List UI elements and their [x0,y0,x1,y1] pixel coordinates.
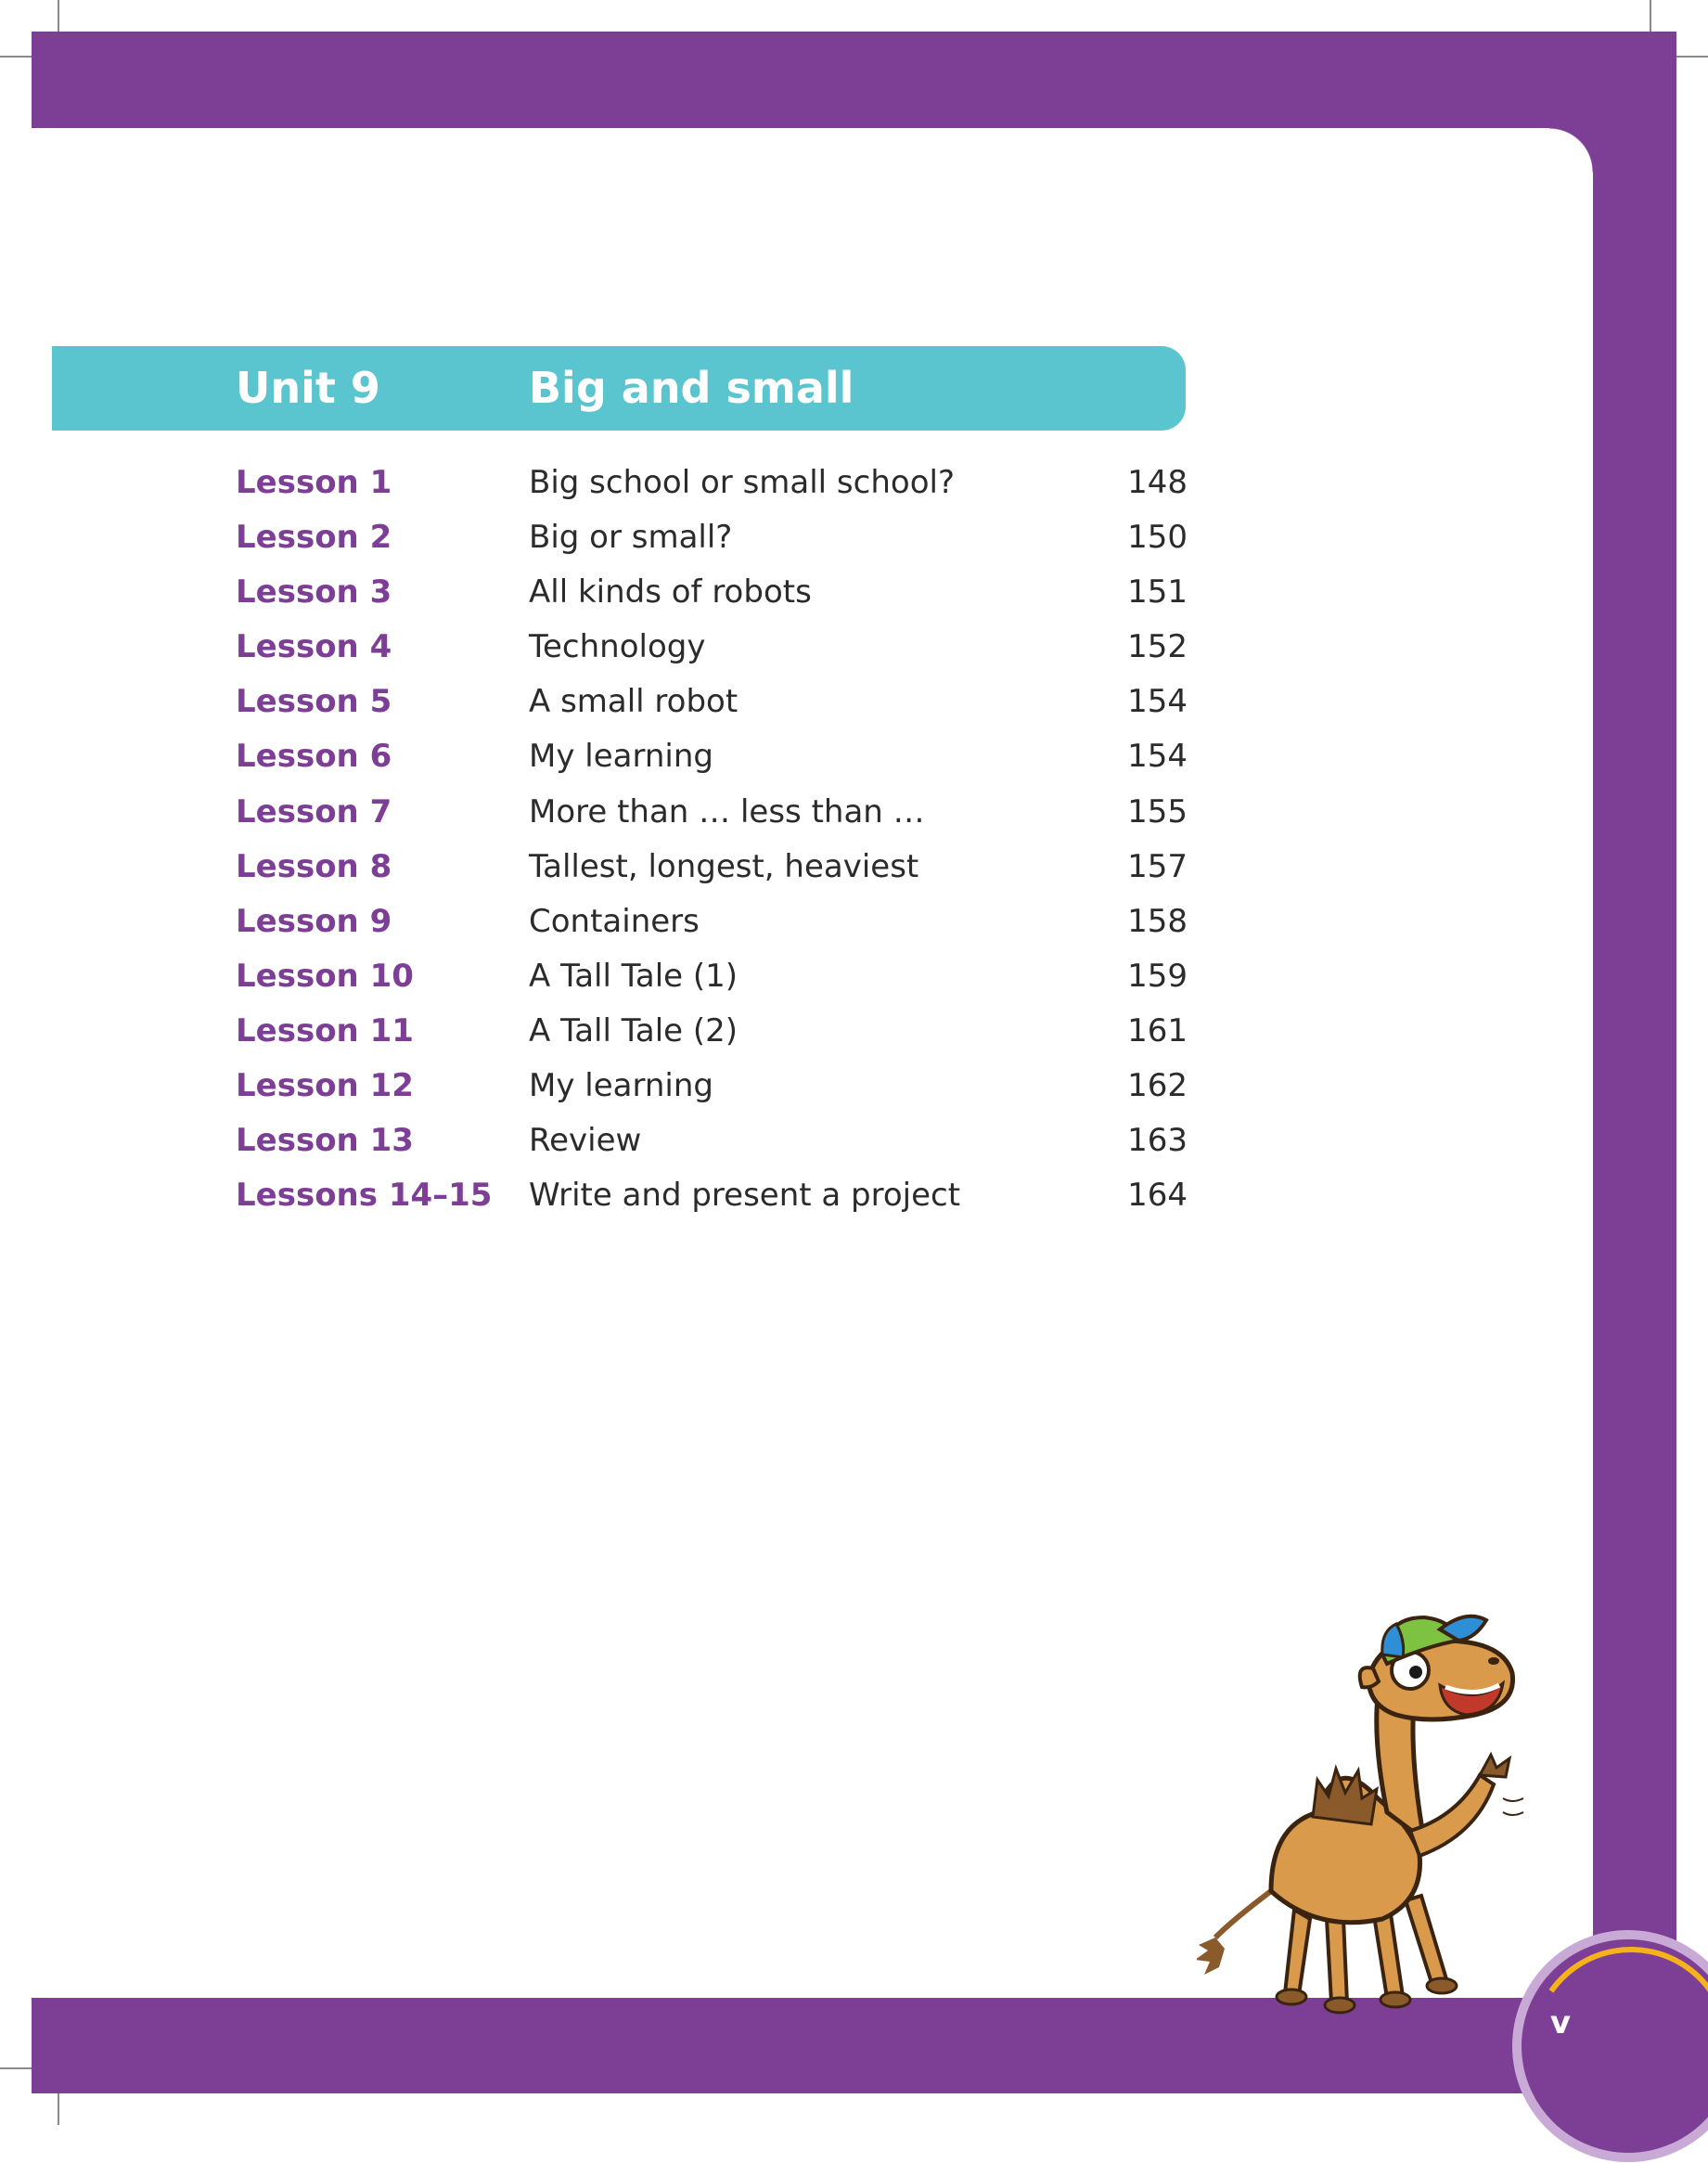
lesson-page: 159 [1127,957,1188,995]
lesson-title: Big or small? [529,519,733,557]
lesson-title: More than … less than … [529,792,925,830]
lesson-number: Lesson 8 [236,847,392,885]
frame-top-bar [32,32,1676,128]
lesson-page: 151 [1127,573,1188,612]
lesson-page: 154 [1127,738,1188,776]
lesson-row [236,511,1188,566]
lesson-number: Lesson 5 [236,683,392,721]
lesson-number: Lesson 13 [236,1122,414,1160]
frame-inner-corner [1549,128,1593,172]
lesson-row [236,1114,1188,1169]
lesson-number: Lesson 7 [236,792,392,830]
lesson-number: Lesson 10 [236,957,414,995]
lesson-title: Big school or small school? [529,464,955,501]
lesson-title: Write and present a project [529,1177,961,1215]
page-number: v [1549,2004,1572,2041]
lesson-row [236,895,1188,950]
lesson-page: 154 [1127,683,1188,721]
lesson-page: 157 [1127,847,1188,885]
lesson-list [236,457,1188,1224]
lesson-title: A small robot [529,683,738,721]
lesson-number: Lesson 12 [236,1067,414,1105]
camel-with-cap-icon [1197,1613,1549,2021]
lesson-page: 162 [1127,1067,1188,1105]
lesson-row [236,457,1188,511]
lesson-number: Lesson 9 [236,902,392,940]
lesson-page: 150 [1127,519,1188,557]
lesson-number: Lesson 2 [236,519,392,557]
lesson-row [236,841,1188,895]
lesson-title: A Tall Tale (1) [529,957,738,995]
lesson-row [236,621,1188,676]
unit-title: Big and small [529,363,854,413]
lesson-title: Containers [529,902,700,940]
lesson-number: Lesson 3 [236,573,392,612]
lesson-page: 148 [1127,464,1188,501]
lesson-title: Technology [529,628,706,666]
lesson-page: 155 [1127,792,1188,830]
lesson-title: My learning [529,738,713,776]
lesson-row [236,786,1188,841]
lesson-row [236,676,1188,730]
lesson-number: Lessons 14–15 [236,1177,493,1215]
frame-right-bar [1593,32,1676,2093]
lesson-number: Lesson 4 [236,628,392,666]
lesson-page: 163 [1127,1122,1188,1160]
lesson-row [236,1005,1188,1060]
lesson-number: Lesson 6 [236,738,392,776]
lesson-title: Tallest, longest, heaviest [529,847,919,885]
lesson-number: Lesson 1 [236,464,392,501]
lesson-page: 164 [1127,1177,1188,1215]
lesson-title: A Tall Tale (2) [529,1011,738,1049]
unit-label: Unit 9 [236,363,380,413]
lesson-title: All kinds of robots [529,573,812,612]
lesson-row [236,1169,1188,1224]
lesson-row [236,1060,1188,1114]
lesson-title: Review [529,1122,642,1160]
lesson-row [236,730,1188,785]
lesson-title: My learning [529,1067,713,1105]
lesson-number: Lesson 11 [236,1011,414,1049]
lesson-row [236,950,1188,1005]
lesson-page: 158 [1127,902,1188,940]
lesson-page: 152 [1127,628,1188,666]
lesson-row [236,566,1188,621]
unit-banner [52,346,1186,431]
lesson-page: 161 [1127,1011,1188,1049]
